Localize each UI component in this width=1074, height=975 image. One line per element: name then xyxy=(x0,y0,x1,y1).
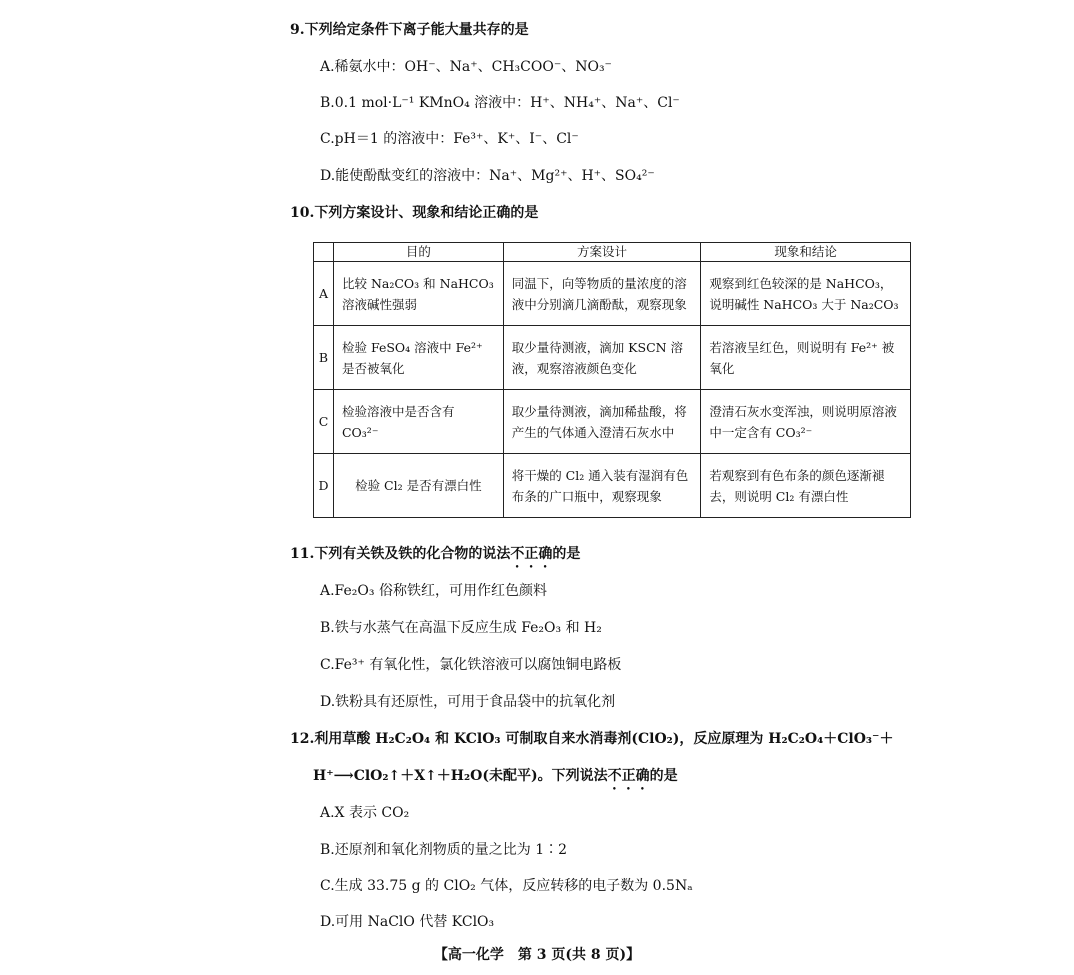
row-result: 若溶液呈红色，则说明有 Fe²⁺ 被氧化 xyxy=(701,326,911,390)
q11-option-d: D.铁粉具有还原性，可用于食品袋中的抗氧化剂 xyxy=(320,694,616,710)
q11-stem-emphasis: 不正确 xyxy=(510,546,553,562)
row-purpose: 检验溶液中是否含有 CO₃²⁻ xyxy=(333,390,503,454)
q11-option-c: C.Fe³⁺ 有氧化性，氯化铁溶液可以腐蚀铜电路板 xyxy=(320,657,622,673)
table-row xyxy=(314,262,911,326)
page-footer: 【高一化学 第 3 页(共 8 页)】 xyxy=(433,947,641,963)
q12-stem-line1: 12.利用草酸 H₂C₂O₄ 和 KClO₃ 可制取自来水消毒剂(ClO₂)，反应原理为 H₂C₂O₄＋ClO₃⁻＋ xyxy=(290,731,894,747)
table-header-design: 方案设计 xyxy=(503,243,701,262)
q12-option-b: B.还原剂和氧化剂物质的量之比为 1∶2 xyxy=(320,842,568,858)
row-result: 若观察到有色布条的颜色逐渐褪去，则说明 Cl₂ 有漂白性 xyxy=(701,454,911,518)
q9-stem: 9.下列给定条件下离子能大量共存的是 xyxy=(290,22,529,38)
table-row xyxy=(314,326,911,390)
row-label: A xyxy=(314,262,334,326)
row-label: D xyxy=(314,454,334,518)
table-header-purpose: 目的 xyxy=(333,243,503,262)
q10-stem: 10.下列方案设计、现象和结论正确的是 xyxy=(290,205,539,221)
q12-stem-pre: H⁺⟶ClO₂↑＋X↑＋H₂O(未配平)。下列说法 xyxy=(313,768,608,784)
q12-option-a: A.X 表示 CO₂ xyxy=(320,805,410,821)
q11-stem-pre: 11.下列有关铁及铁的化合物的说法 xyxy=(290,546,511,562)
table-header-blank xyxy=(314,243,334,262)
row-purpose: 检验 FeSO₄ 溶液中 Fe²⁺ 是否被氧化 xyxy=(333,326,503,390)
q11-option-a: A.Fe₂O₃ 俗称铁红，可用作红色颜料 xyxy=(320,583,547,599)
row-label: B xyxy=(314,326,334,390)
q9-option-d: D.能使酚酞变红的溶液中：Na⁺、Mg²⁺、H⁺、SO₄²⁻ xyxy=(320,168,655,184)
q9-option-b: B.0.1 mol·L⁻¹ KMnO₄ 溶液中：H⁺、NH₄⁺、Na⁺、Cl⁻ xyxy=(320,95,680,111)
row-design: 取少量待测液，滴加 KSCN 溶液，观察溶液颜色变化 xyxy=(503,326,701,390)
q12-stem-emphasis: 不正确 xyxy=(607,768,650,784)
q12-option-d: D.可用 NaClO 代替 KClO₃ xyxy=(320,914,495,930)
row-label: C xyxy=(314,390,334,454)
table-row xyxy=(314,390,911,454)
q11-stem-post: 的是 xyxy=(552,546,581,562)
table-header-row xyxy=(314,243,911,262)
row-purpose: 检验 Cl₂ 是否有漂白性 xyxy=(333,454,503,518)
q9-option-a: A.稀氨水中：OH⁻、Na⁺、CH₃COO⁻、NO₃⁻ xyxy=(320,59,612,75)
q10-table xyxy=(313,242,911,518)
row-result: 观察到红色较深的是 NaHCO₃，说明碱性 NaHCO₃ 大于 Na₂CO₃ xyxy=(701,262,911,326)
row-result: 澄清石灰水变浑浊，则说明原溶液中一定含有 CO₃²⁻ xyxy=(701,390,911,454)
q12-stem-line2 xyxy=(313,767,678,793)
q12-stem-post: 的是 xyxy=(649,768,678,784)
row-design: 将干燥的 Cl₂ 通入装有湿润有色布条的广口瓶中，观察现象 xyxy=(503,454,701,518)
q12-option-c: C.生成 33.75 g 的 ClO₂ 气体，反应转移的电子数为 0.5Nₐ xyxy=(320,878,693,894)
q11-stem xyxy=(290,545,580,571)
q9-option-c: C.pH＝1 的溶液中：Fe³⁺、K⁺、I⁻、Cl⁻ xyxy=(320,131,579,147)
table-row xyxy=(314,454,911,518)
row-design: 同温下，向等物质的量浓度的溶液中分别滴几滴酚酞，观察现象 xyxy=(503,262,701,326)
row-purpose: 比较 Na₂CO₃ 和 NaHCO₃ 溶液碱性强弱 xyxy=(333,262,503,326)
q11-option-b: B.铁与水蒸气在高温下反应生成 Fe₂O₃ 和 H₂ xyxy=(320,620,602,636)
row-design: 取少量待测液，滴加稀盐酸，将产生的气体通入澄清石灰水中 xyxy=(503,390,701,454)
table-header-result: 现象和结论 xyxy=(701,243,911,262)
